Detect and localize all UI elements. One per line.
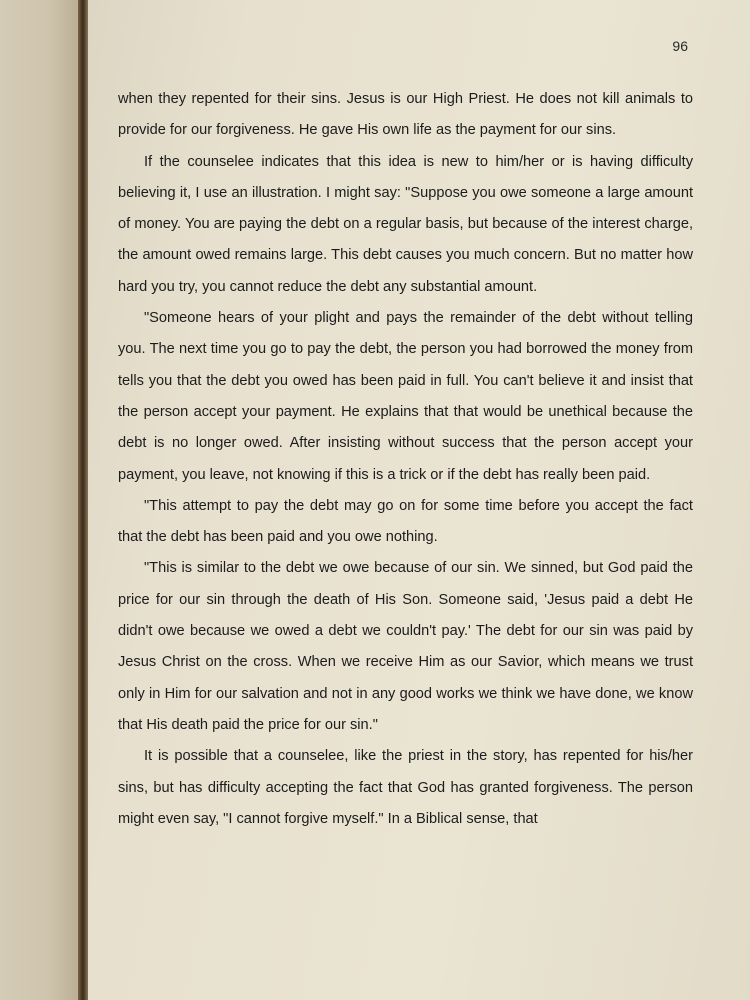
paragraph-continuation: when they repented for their sins. Jesus is our High Priest. He does not kill animals to provide for our forgiveness. He gave His own life as the payment for our sins. — [118, 91, 693, 139]
paragraph-illustration-intro: If the counselee indicates that this idea is new to him/her or is having difficulty believing it, I use an illustration. I might say: "Suppose you owe someone a large amount of money. You are paying the debt on a regular basis, but because of the interest charge, the amount owed remains large. This debt causes you much concern. But no matter how hard you try, you cannot reduce the debt any substantial amount. — [118, 153, 693, 295]
paragraph-debt-story: "Someone hears of your plight and pays the remainder of the debt without telling you. The next time you go to pay the debt, the person you had borrowed the money from tells you that the debt you owed has been paid in full. You can't believe it and insist that the person accept your payment. He explains that that would be unethical because the debt is no longer owed. After insisting without success that the person accept your payment, you leave, not knowing if this is a trick or if the debt has really been paid. — [118, 310, 693, 483]
paragraph-sin-debt: "This is similar to the debt we owe because of our sin. We sinned, but God paid the price for our sin through the death of His Son. Someone said, 'Jesus paid a debt He didn't owe because we owed a debt we couldn't pay.' The debt for our sin was paid by Jesus Christ on the cross. When we receive Him as our Savior, which means we trust only in Him for our salvation and not in any good works we think we have done, we know that His death paid the price for our sin." — [118, 560, 693, 733]
facing-page-edge — [0, 0, 80, 1000]
page-number: 96 — [672, 38, 688, 54]
paragraph-forgiveness: It is possible that a counselee, like the priest in the story, has repented for his/her sins, but has difficulty accepting the fact that God has granted forgiveness. The person might even say, "I cannot forgive myself." In a Biblical sense, that — [118, 748, 693, 827]
book-page — [88, 0, 750, 1000]
page-text — [118, 84, 693, 835]
paragraph-debt-attempt: "This attempt to pay the debt may go on for some time before you accept the fact that the debt has been paid and you owe nothing. — [118, 497, 693, 546]
book-spine — [78, 0, 88, 1000]
